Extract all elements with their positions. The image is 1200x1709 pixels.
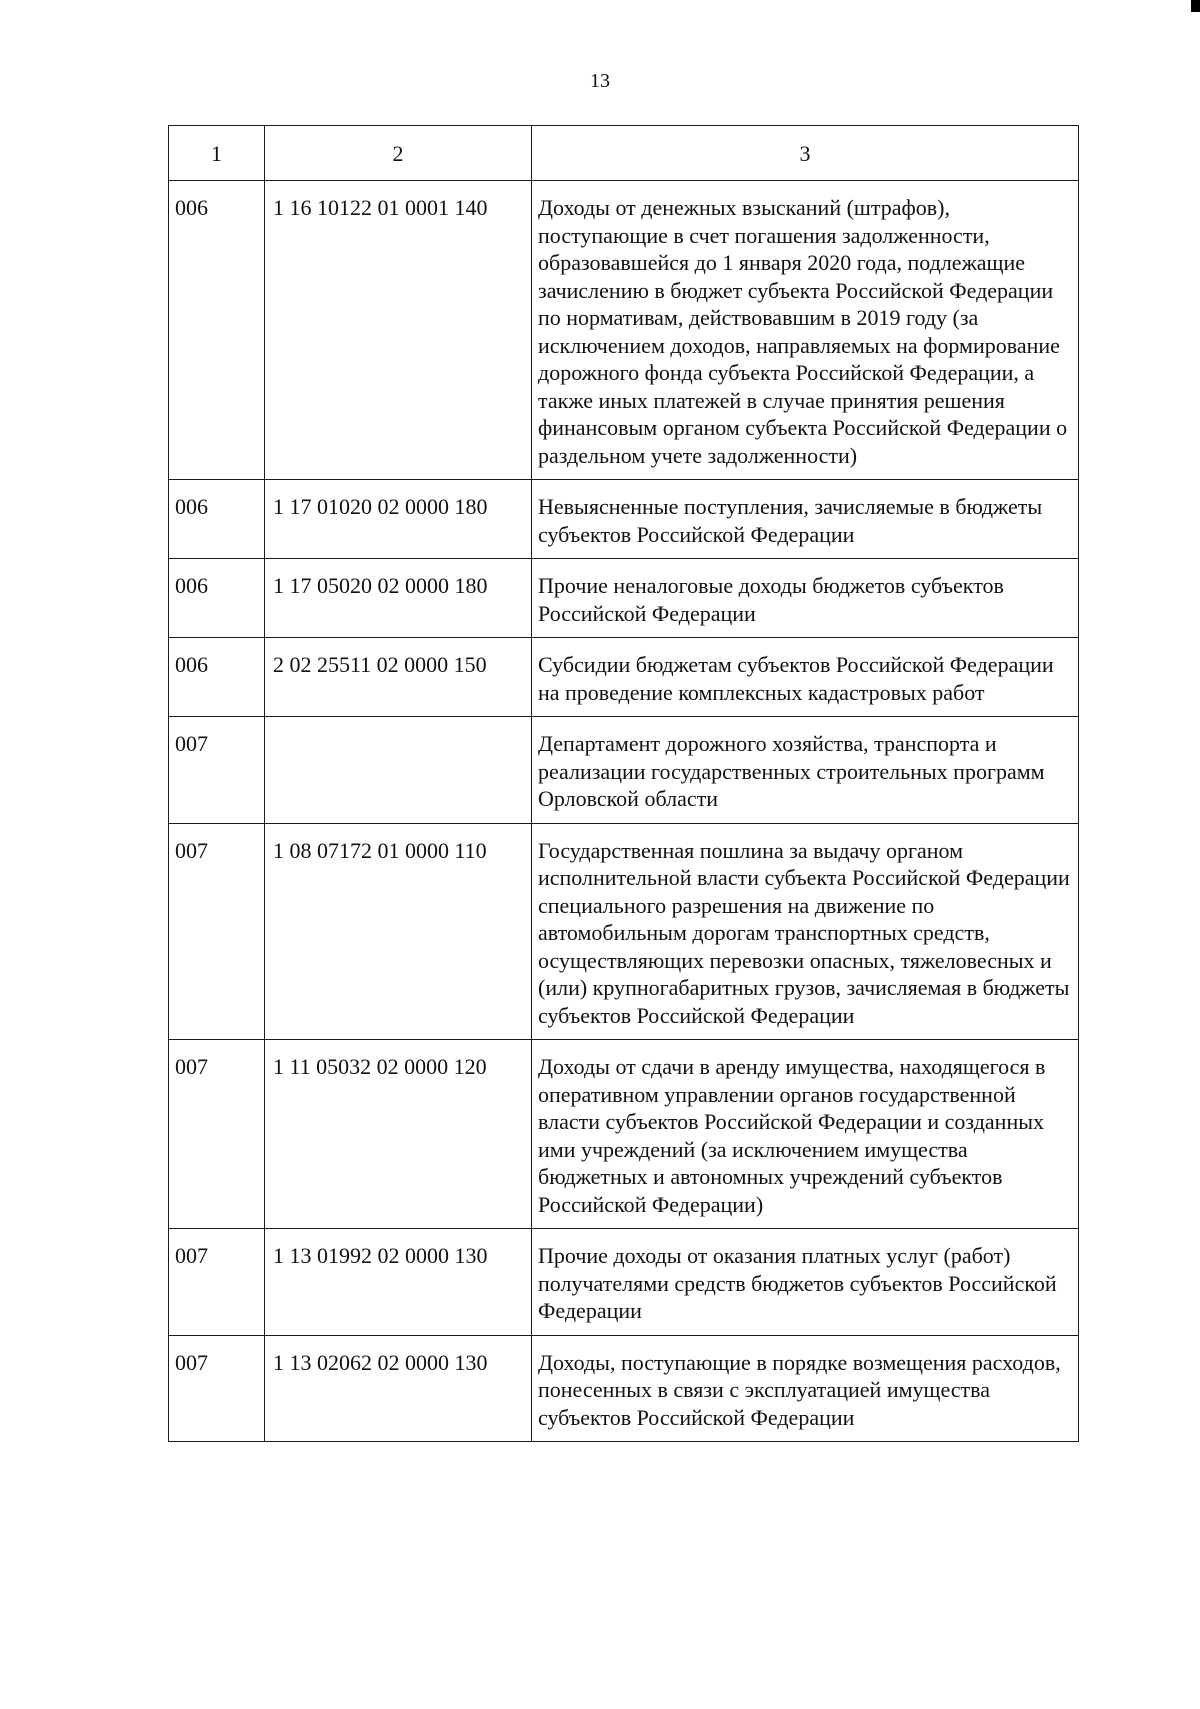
revenue-name-cell: Доходы, поступающие в порядке возмещения расходов, понесенных в связи с эксплуатацией имущества субъектов Российской Федерации <box>532 1335 1079 1442</box>
table-header-row <box>169 126 1079 181</box>
revenue-codes-table <box>168 125 1079 1442</box>
revenue-name-cell: Невыясненные поступления, зачисляемые в бюджеты субъектов Российской Федерации <box>532 480 1079 559</box>
revenue-code-cell: 1 17 05020 02 0000 180 <box>265 559 532 638</box>
revenue-code-cell: 2 02 25511 02 0000 150 <box>265 638 532 717</box>
header-col-3: 3 <box>532 126 1079 181</box>
header-col-1: 1 <box>169 126 265 181</box>
revenue-name-cell: Доходы от сдачи в аренду имущества, находящегося в оперативном управлении органов государственной власти субъектов Российской Федерации и созданных ими учреждений (за исключением имущества бюджетных и автономных учреждений субъектов Российской Федерации) <box>532 1040 1079 1229</box>
admin-code-cell: 006 <box>169 638 265 717</box>
revenue-name-cell: Прочие доходы от оказания платных услуг (работ) получателями средств бюджетов субъектов Российской Федерации <box>532 1229 1079 1336</box>
revenue-name-cell: Прочие неналоговые доходы бюджетов субъектов Российской Федерации <box>532 559 1079 638</box>
revenue-code-cell: 1 17 01020 02 0000 180 <box>265 480 532 559</box>
admin-code-cell: 007 <box>169 1040 265 1229</box>
table-row <box>169 1040 1079 1229</box>
revenue-code-cell: 1 16 10122 01 0001 140 <box>265 181 532 480</box>
admin-code-cell: 007 <box>169 1335 265 1442</box>
admin-code-cell: 006 <box>169 559 265 638</box>
admin-code-cell: 007 <box>169 823 265 1040</box>
admin-code-cell: 007 <box>169 1229 265 1336</box>
table-row <box>169 1229 1079 1336</box>
header-col-2: 2 <box>265 126 532 181</box>
scan-edge-mark <box>1191 0 1200 12</box>
revenue-code-cell <box>265 717 532 824</box>
table-row <box>169 1335 1079 1442</box>
table-row <box>169 480 1079 559</box>
revenue-code-cell: 1 13 01992 02 0000 130 <box>265 1229 532 1336</box>
revenue-name-cell: Департамент дорожного хозяйства, транспорта и реализации государственных строительных программ Орловской области <box>532 717 1079 824</box>
revenue-name-cell: Субсидии бюджетам субъектов Российской Федерации на проведение комплексных кадастровых работ <box>532 638 1079 717</box>
admin-code-cell: 006 <box>169 181 265 480</box>
table-row <box>169 823 1079 1040</box>
table-row <box>169 638 1079 717</box>
admin-code-cell: 006 <box>169 480 265 559</box>
page-number: 13 <box>590 70 610 92</box>
revenue-name-cell: Государственная пошлина за выдачу органом исполнительной власти субъекта Российской Федерации специального разрешения на движение по автомобильным дорогам транспортных средств, осуществляющих перевозки опасных, тяжеловесных и (или) крупногабаритных грузов, зачисляемая в бюджеты субъектов Российской Федерации <box>532 823 1079 1040</box>
admin-code-cell: 007 <box>169 717 265 824</box>
table-row <box>169 181 1079 480</box>
table-row <box>169 559 1079 638</box>
revenue-code-cell: 1 13 02062 02 0000 130 <box>265 1335 532 1442</box>
table-row <box>169 717 1079 824</box>
revenue-code-cell: 1 11 05032 02 0000 120 <box>265 1040 532 1229</box>
revenue-code-cell: 1 08 07172 01 0000 110 <box>265 823 532 1040</box>
revenue-name-cell: Доходы от денежных взысканий (штрафов), поступающие в счет погашения задолженности, образовавшейся до 1 января 2020 года, подлежащие зачислению в бюджет субъекта Российской Федерации по нормативам, действовавшим в 2019 году (за исключением доходов, направляемых на формирование дорожного фонда субъекта Российской Федерации, а также иных платежей в случае принятия решения финансовым органом субъекта Российской Федерации о раздельном учете задолженности) <box>532 181 1079 480</box>
